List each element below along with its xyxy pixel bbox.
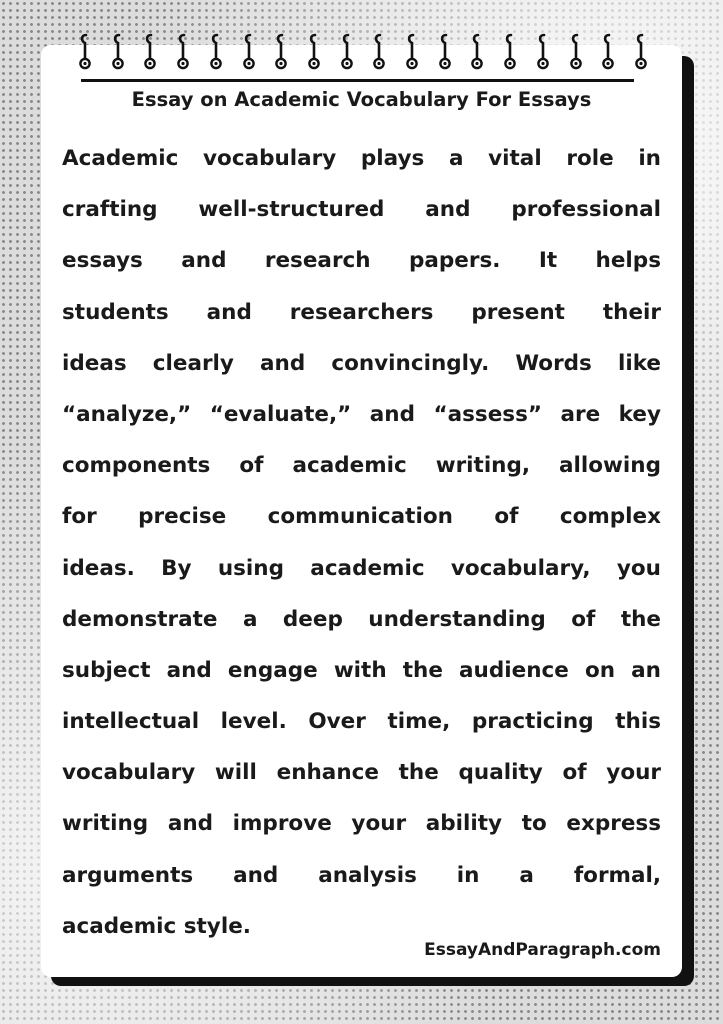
spiral-binding <box>78 32 648 74</box>
essay-line: “analyze,” “evaluate,” and “assess” are key <box>62 401 661 427</box>
site-credit: EssayAndParagraph.com <box>424 940 661 960</box>
spiral-ring-icon <box>438 32 452 74</box>
essay-line: Academic vocabulary plays a vital role in <box>62 146 661 171</box>
spiral-ring-icon <box>470 32 484 74</box>
essay-body <box>62 133 661 952</box>
essay-line: components of academic writing, allowing <box>62 453 661 479</box>
essay-line: vocabulary will enhance the quality of your <box>62 760 661 786</box>
essay-line: intellectual level. Over time, practicing this <box>62 709 661 735</box>
essay-line: essays and research papers. It helps <box>62 248 661 274</box>
spiral-ring-icon <box>601 32 615 74</box>
spiral-ring-icon <box>242 32 256 74</box>
essay-line: for precise communication of complex <box>62 504 661 530</box>
spiral-ring-icon <box>143 32 157 74</box>
essay-line: writing and improve your ability to express <box>62 811 661 837</box>
spiral-ring-icon <box>536 32 550 74</box>
spiral-ring-icon <box>176 32 190 74</box>
spiral-ring-icon <box>111 32 125 74</box>
spiral-ring-icon <box>405 32 419 74</box>
spiral-ring-icon <box>209 32 223 74</box>
spiral-ring-icon <box>307 32 321 74</box>
essay-line: subject and engage with the audience on an <box>62 657 661 683</box>
essay-line: ideas. By using academic vocabulary, you <box>62 555 661 581</box>
spiral-ring-icon <box>372 32 386 74</box>
spiral-ring-icon <box>274 32 288 74</box>
essay-line: students and researchers present their <box>62 299 661 325</box>
essay-line: arguments and analysis in a formal, <box>62 862 661 888</box>
page-title: Essay on Academic Vocabulary For Essays <box>131 88 592 111</box>
spiral-ring-icon <box>569 32 583 74</box>
essay-line: academic style. <box>62 913 251 939</box>
title-rule <box>81 79 634 82</box>
spiral-ring-icon <box>503 32 517 74</box>
spiral-ring-icon <box>78 32 92 74</box>
spiral-ring-icon <box>634 32 648 74</box>
essay-line: demonstrate a deep understanding of the <box>62 606 661 632</box>
spiral-ring-icon <box>340 32 354 74</box>
essay-line: crafting well-structured and professional <box>62 197 661 223</box>
essay-line: ideas clearly and convincingly. Words like <box>62 350 661 376</box>
